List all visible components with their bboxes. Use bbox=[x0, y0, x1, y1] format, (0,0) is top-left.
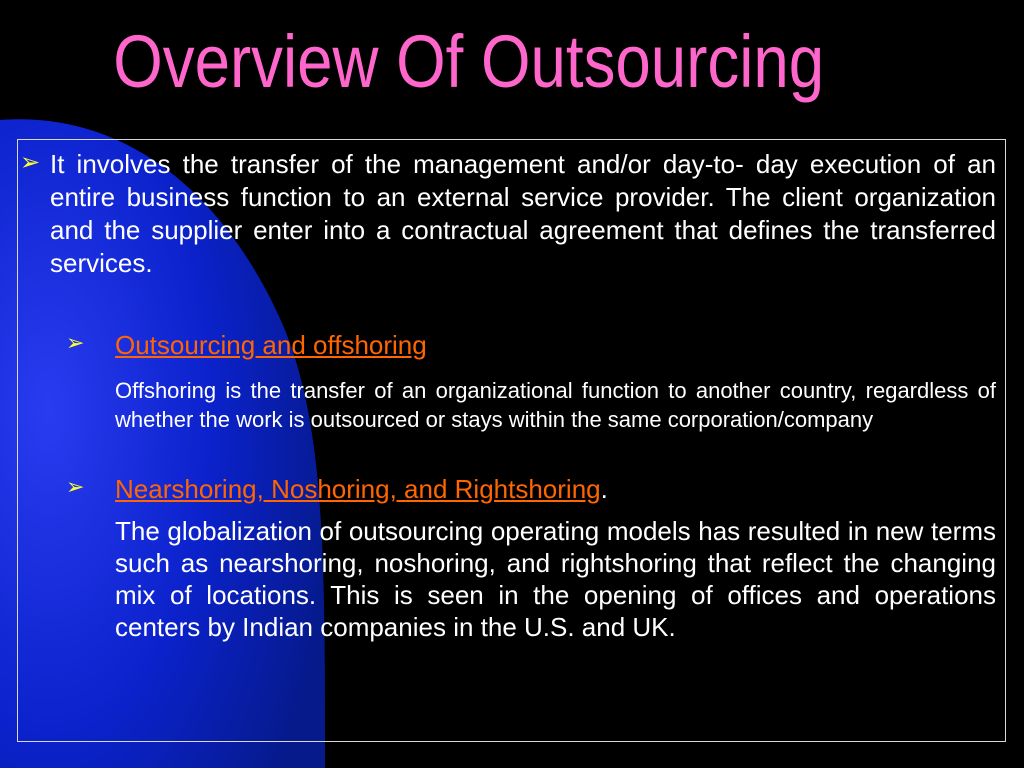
globalization-description: The globalization of outsourcing operating models has resulted in new terms such as nearshoring, noshoring, and rightshoring that reflect the changing mix of locations. This is seen in the opening of offices and operations centers by Indian companies in the U.S. and UK. bbox=[115, 516, 996, 642]
arrow-bullet-icon: ➢ bbox=[66, 331, 85, 356]
nearshoring-link[interactable]: Nearshoring, Noshoring, and Rightshoring bbox=[115, 474, 601, 504]
heading-period: . bbox=[600, 474, 608, 504]
arrow-bullet-icon: ➢ bbox=[66, 475, 85, 500]
content-box bbox=[17, 139, 1006, 742]
subheading-outsourcing-offshoring bbox=[115, 329, 427, 361]
slide-title: Overview Of Outsourcing bbox=[113, 20, 825, 103]
subheading-nearshoring bbox=[115, 473, 608, 505]
offshoring-description: Offshoring is the transfer of an organizational function to another country, regardless of whether the work is outsourced or stays within the same corporation/company bbox=[115, 378, 996, 432]
main-point-text: It involves the transfer of the management and/or day-to- day execution of an entire business function to an external service provider. The client organization and the supplier enter into a contractual agreement that defines the transferred services. bbox=[50, 149, 996, 278]
outsourcing-offshoring-link[interactable]: Outsourcing and offshoring bbox=[115, 330, 427, 360]
arrow-bullet-icon: ➢ bbox=[20, 148, 41, 176]
